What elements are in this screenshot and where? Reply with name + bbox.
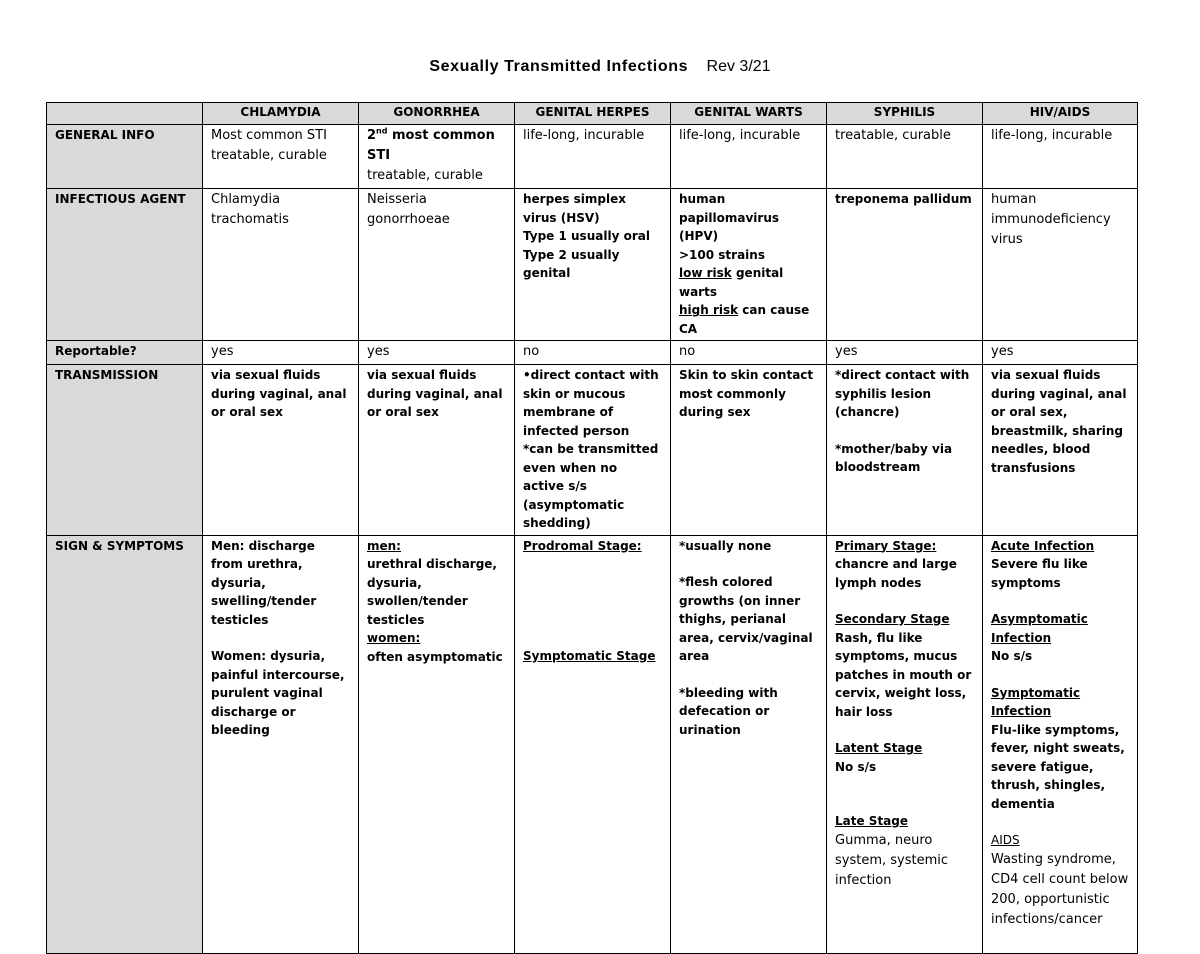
cell-text: *can be transmitted even when no active s/s (asymptomatic shedding) <box>523 442 659 530</box>
symptomatic-infection-heading: Symptomatic Infection <box>991 685 1081 718</box>
cell-agent-chlamydia: Chlamydia trachomatis <box>203 189 359 341</box>
revision-label: Rev 3/21 <box>706 58 771 75</box>
asymptomatic-infection-heading: Asymptomatic Infection <box>991 612 1088 645</box>
secondary-stage-heading: Secondary Stage <box>835 612 950 626</box>
cell-text: Most common STI <box>211 128 327 143</box>
row-label-general-info: GENERAL INFO <box>47 125 203 189</box>
cell-general-syphilis: treatable, curable <box>827 125 983 189</box>
row-signs-symptoms <box>47 535 1138 953</box>
row-general-info <box>47 125 1138 189</box>
cell-agent-herpes <box>515 189 671 341</box>
cell-text: chancre and large lymph nodes <box>835 557 957 590</box>
prodromal-stage-heading: Prodromal Stage: <box>523 538 642 553</box>
cell-symptoms-gonorrhea <box>359 535 515 953</box>
high-risk-text: can cause CA <box>679 303 810 336</box>
header-syphilis: SYPHILIS <box>827 103 983 125</box>
sti-table <box>46 102 1138 954</box>
cell-text: Type 2 usually genital <box>523 247 620 280</box>
cell-reportable-warts: no <box>671 341 827 365</box>
cell-text: treatable, curable <box>367 168 483 183</box>
cell-transmission-gonorrhea: via sexual fluids during vaginal, anal or oral sex <box>359 365 515 536</box>
cell-symptoms-warts <box>671 535 827 953</box>
cell-text: No s/s <box>991 649 1033 663</box>
cell-transmission-warts: Skin to skin contact most commonly during sex <box>671 365 827 536</box>
cell-text: *flesh colored growths (on inner thighs, perianal area, cervix/vaginal area <box>679 575 813 663</box>
cell-transmission-herpes <box>515 365 671 536</box>
late-stage-heading: Late Stage <box>835 814 909 828</box>
cell-reportable-syphilis: yes <box>827 341 983 365</box>
high-risk-label: high risk <box>679 303 739 317</box>
document-title <box>0 58 1200 76</box>
row-label-reportable: Reportable? <box>47 341 203 365</box>
cell-agent-hiv: human immunodeficiency virus <box>983 189 1138 341</box>
cell-symptoms-syphilis <box>827 535 983 953</box>
cell-symptoms-herpes <box>515 535 671 953</box>
cell-agent-syphilis: treponema pallidum <box>827 189 983 341</box>
cell-text <box>679 301 818 338</box>
cell-text: Severe flu like symptoms <box>991 557 1088 590</box>
header-chlamydia: CHLAMYDIA <box>203 103 359 125</box>
cell-text: *bleeding with defecation or urination <box>679 685 778 737</box>
cell-transmission-chlamydia: via sexual fluids during vaginal, anal or oral sex <box>203 365 359 536</box>
cell-reportable-hiv: yes <box>983 341 1138 365</box>
cell-text: •direct contact with skin or mucous membrane of infected person <box>523 368 659 438</box>
cell-text: Flu-like symptoms, fever, night sweats, severe fatigue, thrush, shingles, dementia <box>991 722 1125 811</box>
cell-general-herpes: life-long, incurable <box>515 125 671 189</box>
men-heading: men: <box>367 538 401 553</box>
header-genital-herpes: GENITAL HERPES <box>515 103 671 125</box>
cell-text: often asymptomatic <box>367 649 503 664</box>
cell-text: Gumma, neuro system, systemic infection <box>835 832 949 888</box>
cell-text: herpes simplex virus (HSV) <box>523 192 626 225</box>
cell-reportable-chlamydia: yes <box>203 341 359 365</box>
cell-general-gonorrhea <box>359 125 515 189</box>
aids-heading: AIDS <box>991 833 1020 847</box>
cell-general-hiv: life-long, incurable <box>983 125 1138 189</box>
row-transmission <box>47 365 1138 536</box>
cell-reportable-gonorrhea: yes <box>359 341 515 365</box>
cell-transmission-syphilis <box>827 365 983 536</box>
cell-symptoms-hiv <box>983 535 1138 953</box>
row-label-transmission: TRANSMISSION <box>47 365 203 536</box>
cell-text: No s/s <box>835 759 877 774</box>
cell-text: >100 strains <box>679 247 765 262</box>
symptomatic-stage-heading: Symptomatic Stage <box>523 649 656 663</box>
cell-text <box>367 126 506 166</box>
header-row <box>47 103 1138 125</box>
cell-reportable-herpes: no <box>515 341 671 365</box>
cell-text <box>679 264 818 301</box>
cell-symptoms-chlamydia <box>203 535 359 953</box>
header-genital-warts: GENITAL WARTS <box>671 103 827 125</box>
cell-general-chlamydia <box>203 125 359 189</box>
cell-general-warts: life-long, incurable <box>671 125 827 189</box>
cell-agent-warts <box>671 189 827 341</box>
header-hiv-aids: HIV/AIDS <box>983 103 1138 125</box>
cell-text: Men: discharge from urethra, dysuria, swelling/tender testicles <box>211 538 317 627</box>
cell-text: treatable, curable <box>211 148 327 163</box>
rank-text: most common STI <box>367 128 495 163</box>
row-reportable <box>47 341 1138 365</box>
cell-text: Rash, flu like symptoms, mucus patches in mouth or cervix, weight loss, hair loss <box>835 630 972 719</box>
cell-text: human papillomavirus (HPV) <box>679 192 780 243</box>
cell-text: urethral discharge, dysuria, swollen/tender testicles <box>367 557 497 627</box>
header-corner <box>47 103 203 125</box>
rank-number: 2 <box>367 128 377 143</box>
low-risk-label: low risk <box>679 266 732 280</box>
latent-stage-heading: Latent Stage <box>835 741 923 755</box>
cell-text: *mother/baby via bloodstream <box>835 441 953 474</box>
cell-transmission-hiv: via sexual fluids during vaginal, anal or oral sex, breastmilk, sharing needles, blood transfusions <box>983 365 1138 536</box>
acute-infection-heading: Acute Infection <box>991 538 1095 553</box>
cell-text: *usually none <box>679 538 772 553</box>
cell-agent-gonorrhea: Neisseria gonorrhoeae <box>359 189 515 341</box>
cell-text: Wasting syndrome, CD4 cell count below 200, opportunistic infections/cancer <box>991 851 1129 927</box>
title-main: Sexually Transmitted Infections <box>429 58 689 75</box>
cell-text: *direct contact with syphilis lesion (chancre) <box>835 368 970 419</box>
low-risk-text: genital warts <box>679 266 784 299</box>
header-gonorrhea: GONORRHEA <box>359 103 515 125</box>
row-infectious-agent <box>47 189 1138 341</box>
primary-stage-heading: Primary Stage: <box>835 538 937 553</box>
women-heading: women: <box>367 631 421 645</box>
row-label-infectious-agent: INFECTIOUS AGENT <box>47 189 203 341</box>
cell-text: Type 1 usually oral <box>523 229 650 243</box>
row-label-signs-symptoms: SIGN & SYMPTOMS <box>47 535 203 953</box>
cell-text: Women: dysuria, painful intercourse, purulent vaginal discharge or bleeding <box>211 649 345 737</box>
rank-suffix: nd <box>376 126 388 136</box>
